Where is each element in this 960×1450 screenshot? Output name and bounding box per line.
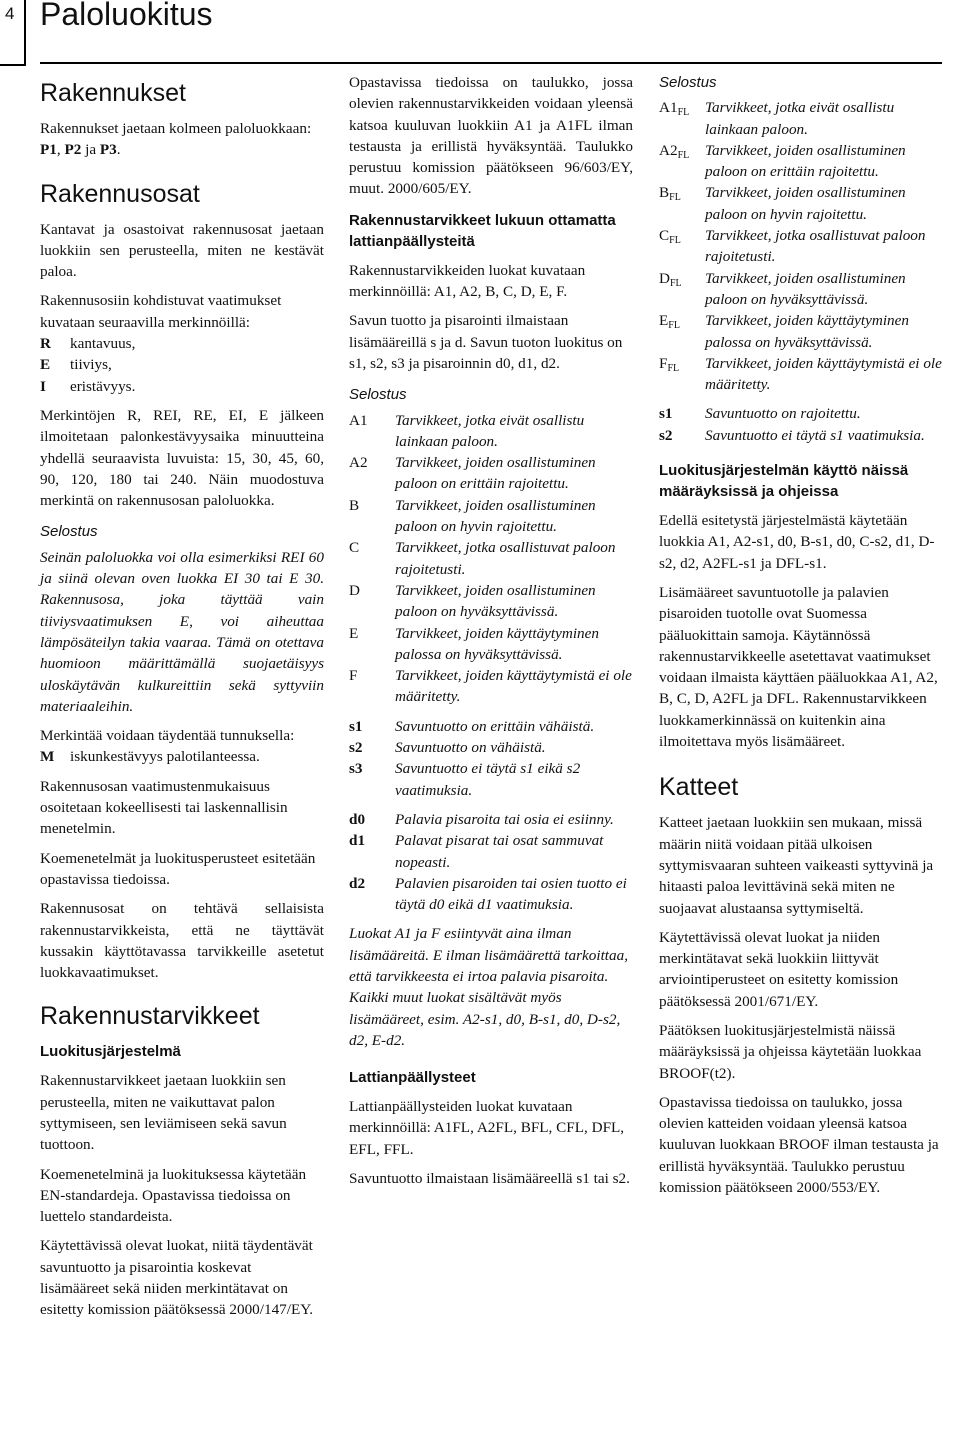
paragraph: Katteet jaetaan luokkiin sen mukaan, missä määrin niitä voidaan pitää ulkoisen syttymisvaaran suhteen vaikeasti syttyvinä ja hitaasti paloa levittävinä sekä miten ne suojaavat alustaansa syttymiseltä. [659,814,934,917]
def-row: s1 Savuntuotto on rajoitettu. [659,405,861,423]
def-row: E tiiviys, [40,356,112,374]
heading-kaytto: Luokitusjärjestelmän käyttö näissä määräyksissä ja ohjeissa [659,462,909,501]
paragraph: Rakennustarvikkeet jaetaan luokkiin sen perusteella, miten ne vaikuttavat palon syttymiseen, sen leviämiseen sekä savun tuottoon. [40,1072,287,1154]
def-row: R kantavuus, [40,335,136,353]
def-row: s3 Savuntuotto ei täytä s1 eikä s2 vaatimuksia. [349,760,581,799]
heading-rakennukset: Rakennukset [40,79,186,107]
paragraph: Luokat A1 ja F esiintyvät aina ilman lisämääreitä. E ilman lisämäärettä tarkoittaa, että tarvikkeesta ei irtoa palavia pisaroita. Kaikki muut luokat sisältävät myös lisämääreet, esim. A2-s1, d0, B-s1, d0, D-s2, d2, E-d2. [349,925,628,1049]
paragraph: Lattianpäällysteiden luokat kuvataan merkinnöillä: A1FL, A2FL, BFL, CFL, DFL, EFL, FFL. [349,1098,625,1158]
paragraph: Savuntuotto ilmaistaan lisämääreellä s1 tai s2. [349,1170,630,1188]
paragraph: Kantavat ja osastoivat rakennusosat jaetaan luokkiin sen perusteella, miten ne kestävät paloa. [40,220,324,281]
def-row: F Tarvikkeet, joiden käyttäytymistä ei ole määritetty. [349,667,632,706]
heading-luokitusjarjestelma: Luokitusjärjestelmä [40,1043,181,1061]
paragraph: Merkintöjen R, REI, RE, EI, E jälkeen ilmoitetaan palonkestävyysaika minuutteina yhdellä seuraavista luvuista: 15, 30, 45, 60, 90, 120, 180 tai 240. Näin muodostuva merkintä on rakennusosan paloluokka. [40,406,324,510]
def-row: d2 Palavien pisaroiden tai osien tuotto ei täytä d0 eikä d1 vaatimuksia. [349,874,627,914]
def-row: M iskunkestävyys palotilanteessa. [40,748,260,766]
selostus-heading: Selostus [349,386,407,404]
def-row: s2 Savuntuotto on vähäistä. [349,739,546,757]
paragraph: Merkintää voidaan täydentää tunnuksella: [40,727,295,745]
page-number: 4 [0,0,26,66]
def-row: d1 Palavat pisarat tai osat sammuvat nopeasti. [349,832,604,871]
def-row: s1 Savuntuotto on erittäin vähäistä. [349,717,595,735]
column-1 [40,72,324,1329]
def-row: E Tarvikkeet, joiden käyttäytyminen palossa on hyväksyttävissä. [349,624,599,663]
def-row: I eristävyys. [40,377,136,395]
paragraph: Rakennukset jaetaan kolmeen paloluokkaan: P1, P2 ja P3. [40,120,312,159]
def-row: D Tarvikkeet, joiden osallistuminen paloon on hyväksyttävissä. [349,581,596,621]
def-row: s2 Savuntuotto ei täytä s1 vaatimuksia. [659,426,925,444]
selostus-text: Seinän paloluokka voi olla esimerkiksi REI 60 ja siinä olevan oven luokka EI 30 tai E 30. Rakennusosa, joka täyttää vain tiiviysvaatimuksen E, voi aiheuttaa lämpösäteilyn takia vaaraa. Tämä on otettava huomioon määrittämällä suojaetäisyys uloskäytävän kulkureittiin sekä syttyviin materiaaleihin. [40,548,324,715]
paragraph: Lisämääreet savuntuotolle ja palavien pisaroiden tuotolle ovat Suomessa pääluokittain samoja. Käytännössä rakennustarvikkeelle asetettavat vaatimukset voidaan ilmaista käyttäen pääluokkaa A1, A2, B, C, D, A2FL ja DFL. Rakennustarvikkeen luokkamerkinnässä on kuitenkin aina ilmoitettava myös lisämääreet. [659,583,938,751]
def-row: A2 Tarvikkeet, joiden osallistuminen paloon on erittäin rajoitettu. [349,454,596,493]
def-row: $C_{FL}$ Tarvikkeet, jotka osallistuvat paloon rajoitetusti. [659,227,926,266]
def-row: $E_{FL}$ Tarvikkeet, joiden käyttäytyminen palossa on hyväksyttävissä. [659,312,909,351]
paragraph: Koemenetelminä ja luokituksessa käytetään EN-standardeja. Opastavissa tiedoissa on luettelo standardeista. [40,1165,307,1226]
def-row: $F_{FL}$ Tarvikkeet, joiden käyttäytymistä ei ole määritetty. [659,354,942,394]
paragraph: Päätöksen luokitusjärjestelmistä näissä määräyksissä ja ohjeissa käytetään luokkaa BROOF(t2). [659,1021,922,1082]
header-rule [40,62,942,64]
paragraph: Rakennusosan vaatimustenmukaisuus osoitetaan kokeellisesti tai laskennallisin menetelmin. [40,777,288,838]
heading-rakennusosat: Rakennusosat [40,179,200,208]
heading-lukuun-ottamatta: Rakennustarvikkeet lukuun ottamatta lattianpäällysteitä [349,211,616,250]
selostus-heading: Selostus [40,523,98,541]
paragraph: Edellä esitetystä järjestelmästä käytetään luokkia A1, A2-s1, d0, B-s1, d0, C-s2, d1, D-s2, d2, A2FL-s1 ja DFL-s1. [659,512,935,572]
column-2 [349,72,633,1197]
def-row: $D_{FL}$ Tarvikkeet, joiden osallistuminen paloon on hyväksyttävissä. [659,269,906,308]
def-row: $A2_{FL}$ Tarvikkeet, joiden osallistuminen paloon on erittäin rajoitettu. [659,141,906,181]
paragraph: Koemenetelmät ja luokitusperusteet esitetään opastavissa tiedoissa. [40,849,316,888]
def-row: A1 Tarvikkeet, jotka eivät osallistu lainkaan paloon. [349,411,585,450]
selostus-heading: Selostus [659,74,717,91]
heading-lattianpaallysteet: Lattianpäällysteet [349,1069,476,1087]
heading-rakennustarvikkeet: Rakennustarvikkeet [40,1002,260,1031]
page-title: Paloluokitus [40,0,213,32]
def-row: B Tarvikkeet, joiden osallistuminen paloon on hyvin rajoitettu. [349,496,596,536]
def-row: $B_{FL}$ Tarvikkeet, joiden osallistuminen paloon on hyvin rajoitettu. [659,184,906,223]
def-row: d0 Palavia pisaroita tai osia ei esiinny. [349,810,614,828]
heading-katteet: Katteet [659,773,739,802]
paragraph: Opastavissa tiedoissa on taulukko, jossa olevien rakennustarvikkeiden voidaan yleensä katsoa kuuluvan luokkiin A1 ja A1FL ilman testausta ja erillistä hyväksyntää. Taulukko perustuu komission päätökseen 96/603/EY, muut. 2000/605/EY. [349,74,633,198]
paragraph: Opastavissa tiedoissa on taulukko, jossa olevien katteiden voidaan yleensä katsoa kuuluvan luokkaan BROOF ilman testausta ja erillistä hyväksyntää. Taulukko perustuu komission päätökseen 2000/553/EY. [659,1093,939,1197]
column-3 [659,72,943,1206]
paragraph: Rakennusosat on tehtävä sellaisista rakennustarvikkeista, että ne täyttävät kussakin käyttötavassa tarvikkeille asetetut luokkavaatimukset. [40,900,324,982]
paragraph: Savun tuotto ja pisarointi ilmaistaan lisämääreillä s ja d. Savun tuoton luokitus on s1, s2, s3 ja pisaroinnin d0, d1, d2. [349,312,623,372]
def-row: $A1_{FL}$ Tarvikkeet, jotka eivät osallistu lainkaan paloon. [659,99,895,138]
paragraph: Käytettävissä olevat luokat, niitä täydentävät savuntuotto ja pisarointia koskevat lisämääreet sekä niiden merkintätavat on esitetty komission päätöksessä 2000/147/EY. [40,1237,314,1319]
paragraph: Rakennustarvikkeiden luokat kuvataan merkinnöillä: A1, A2, B, C, D, E, F. [349,261,586,301]
def-row: C Tarvikkeet, jotka osallistuvat paloon rajoitetusti. [349,539,616,578]
paragraph: Käytettävissä olevat luokat ja niiden merkintätavat sekä luokkiin liittyvät arviointiperusteet on esitetty komission päätöksessä 2001/671/EY. [659,928,899,1010]
paragraph: Rakennusosiin kohdistuvat vaatimukset kuvataan seuraavilla merkinnöillä: [40,292,282,331]
